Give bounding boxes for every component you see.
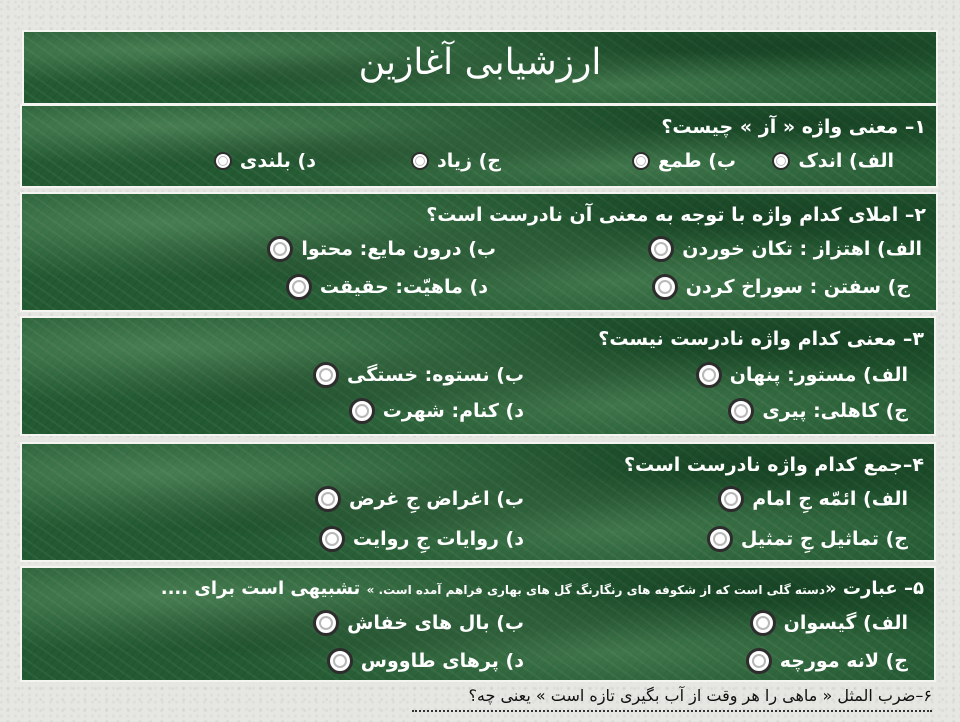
question-2 xyxy=(20,192,938,312)
q3-option-c[interactable] xyxy=(728,398,908,424)
q1-option-d[interactable] xyxy=(214,150,316,172)
q5-option-c-label: ج) لانه مورچه xyxy=(779,650,908,672)
q5-option-a[interactable] xyxy=(750,610,908,636)
question-4-text: ۴–جمع کدام واژه نادرست است؟ xyxy=(623,454,924,476)
q2-option-a-label: الف) اهتزاز : تکان خوردن xyxy=(682,238,922,260)
q3-option-c-radio[interactable] xyxy=(728,398,754,424)
question-4 xyxy=(20,442,936,562)
q1-option-d-label: د) بلندی xyxy=(239,150,316,172)
question-1 xyxy=(20,104,938,188)
q4-option-c-label: ج) تماثیل جِ تمثیل xyxy=(740,528,908,550)
q4-option-d-radio[interactable] xyxy=(319,526,345,552)
question-6-text: ۶–ضرب المثل « ماهی را هر وقت از آب بگیری تازه است » یعنی چه؟ xyxy=(468,686,932,705)
q3-option-b[interactable] xyxy=(313,362,524,388)
q4-option-c-radio[interactable] xyxy=(707,526,733,552)
q3-option-a-radio[interactable] xyxy=(696,362,722,388)
q5-option-a-radio[interactable] xyxy=(750,610,776,636)
q1-option-c-radio[interactable] xyxy=(411,152,429,170)
q3-option-a[interactable] xyxy=(696,362,908,388)
q2-option-c-label: ج) سفتن : سوراخ کردن xyxy=(685,276,910,298)
q2-option-d-radio[interactable] xyxy=(286,274,312,300)
q5-option-b-radio[interactable] xyxy=(313,610,339,636)
q4-option-b-label: ب) اغراض جِ غرض xyxy=(348,488,524,510)
q2-option-c[interactable] xyxy=(652,274,910,300)
q3-option-b-radio[interactable] xyxy=(313,362,339,388)
q1-option-a-radio[interactable] xyxy=(772,152,790,170)
q1-option-a[interactable] xyxy=(772,150,894,172)
q4-option-d-label: د) روایات جِ روایت xyxy=(352,528,524,550)
q2-option-b-radio[interactable] xyxy=(267,236,293,262)
q1-option-b-radio[interactable] xyxy=(632,152,650,170)
question-1-text: ۱– معنی واژه « آز » چیست؟ xyxy=(661,116,926,138)
q3-option-b-label: ب) نستوه: خستگی xyxy=(346,364,524,386)
title-panel xyxy=(22,30,938,105)
q1-option-c-label: ج) زیاد xyxy=(437,150,501,172)
q5-option-b[interactable] xyxy=(313,610,524,636)
q2-option-d[interactable] xyxy=(286,274,488,300)
question-2-text: ۲– املای کدام واژه با توجه به معنی آن نادرست است؟ xyxy=(426,204,926,226)
q2-option-a-radio[interactable] xyxy=(648,236,674,262)
page-title: ارزشیابی آغازین xyxy=(358,42,602,83)
q1-option-b[interactable] xyxy=(632,150,736,172)
q4-option-b-radio[interactable] xyxy=(315,486,341,512)
q5-option-b-label: ب) بال های خفاش xyxy=(347,612,524,634)
question-5-quote: دسته گلی است که از شکوفه های رنگارنگ گل های بهاری فراهم آمده است. » xyxy=(366,583,825,597)
q1-option-a-label: الف) اندک xyxy=(798,150,894,172)
q4-option-d[interactable] xyxy=(319,526,524,552)
q5-option-c-radio[interactable] xyxy=(746,648,772,674)
q5-option-c[interactable] xyxy=(746,648,908,674)
question-5-text-end: تشبیهی است برای .... xyxy=(160,578,367,599)
q5-option-d-radio[interactable] xyxy=(327,648,353,674)
question-3-text: ۳– معنی کدام واژه نادرست نیست؟ xyxy=(598,328,924,350)
question-5-text xyxy=(161,578,924,599)
q4-option-b[interactable] xyxy=(315,486,524,512)
q2-option-d-label: د) ماهیّت: حقیقت xyxy=(319,276,488,298)
q1-option-d-radio[interactable] xyxy=(214,152,232,170)
q4-option-a-label: الف) ائمّه جِ امام xyxy=(752,488,908,510)
q2-option-b-label: ب) درون مایع: محتوا xyxy=(301,238,496,260)
q3-option-d-radio[interactable] xyxy=(349,398,375,424)
q3-option-d-label: د) کنام: شهرت xyxy=(382,400,524,422)
q4-option-c[interactable] xyxy=(707,526,908,552)
q5-option-d-label: د) پرهای طاووس xyxy=(360,650,524,672)
q2-option-b[interactable] xyxy=(267,236,496,262)
q1-option-c[interactable] xyxy=(411,150,501,172)
q2-option-c-radio[interactable] xyxy=(652,274,678,300)
question-5 xyxy=(20,566,936,682)
q4-option-a[interactable] xyxy=(718,486,908,512)
q5-option-d[interactable] xyxy=(327,648,524,674)
q4-option-a-radio[interactable] xyxy=(718,486,744,512)
q1-option-b-label: ب) طمع xyxy=(657,150,736,172)
answer-line xyxy=(412,710,932,722)
q2-option-a[interactable] xyxy=(648,236,922,262)
question-3 xyxy=(20,316,936,436)
q3-option-c-label: ج) کاهلی: پیری xyxy=(762,400,908,422)
q3-option-d[interactable] xyxy=(349,398,524,424)
q5-option-a-label: الف) گیسوان xyxy=(783,612,908,634)
q3-option-a-label: الف) مستور: پنهان xyxy=(729,364,908,386)
question-5-text-start: ۵– عبارت « xyxy=(824,578,924,599)
